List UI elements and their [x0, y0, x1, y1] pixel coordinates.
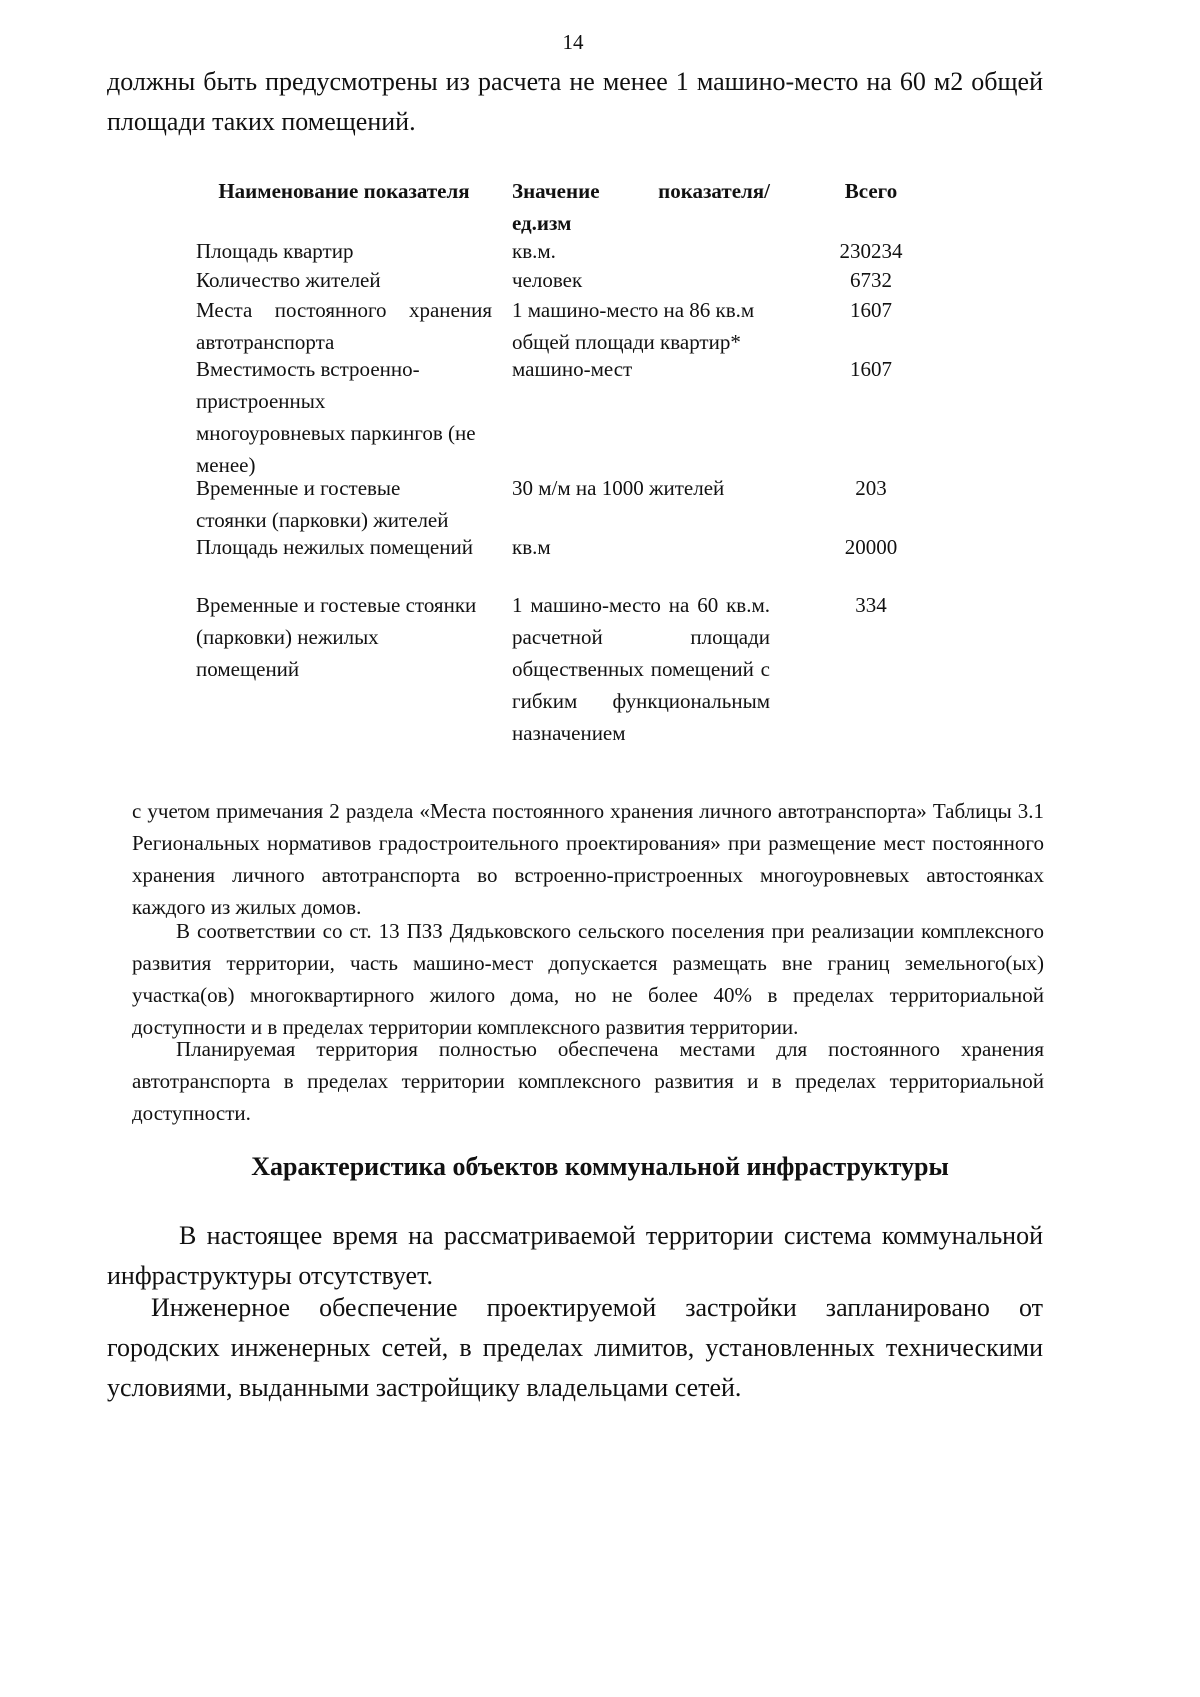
table-row-unit: человек [512, 268, 583, 292]
table-row-unit: 1 машино-место на 86 кв.м общей площади квартир* [512, 298, 755, 354]
table-row-name: Площадь нежилых помещений [196, 535, 473, 559]
planned-territory-paragraph: Планируемая территория полностью обеспечена местами для постоянного хранения автотранспорта в пределах территории комплексного развития и в пределах территориальной доступности. [132, 1037, 1044, 1125]
table-header-unit-line2: ед.изм [512, 211, 572, 235]
table-row-unit: кв.м [512, 535, 551, 559]
table-row-total: 6732 [850, 268, 892, 292]
table-row-name: Вместимость встроенно-пристроенных многоуровневых паркингов (не менее) [196, 357, 476, 477]
pzz-paragraph: В соответствии со ст. 13 ПЗЗ Дядьковского сельского поселения при реализации комплексного развития территории, часть машино-мест допускается размещать вне границ земельного(ых) участка(ов) многоквартирного жилого дома, но не более 40% в пределах территориальной доступности и в пределах территории комплексного развития территории. [132, 919, 1044, 1039]
page-number: 14 [562, 30, 584, 54]
table-row-total: 20000 [844, 535, 898, 559]
section-heading: Характеристика объектов коммунальной инфраструктуры [251, 1152, 949, 1181]
table-row-total: 203 [855, 476, 887, 500]
infrastructure-paragraph: В настоящее время на рассматриваемой территории система коммунальной инфраструктуры отсутствует. [107, 1221, 1043, 1290]
table-row-name: Количество жителей [196, 268, 381, 292]
table-row-unit: 1 машино-место на 60 кв.м. расчетной площади общественных помещений с гибким функциональным назначением [512, 593, 770, 745]
table-row-unit: машино-мест [512, 357, 633, 381]
table-row-unit: кв.м. [512, 239, 556, 263]
note-paragraph: с учетом примечания 2 раздела «Места постоянного хранения личного автотранспорта» Таблицы 3.1 Региональных нормативов градостроительного проектирования» при размещение мест постоянного хранения личного автотранспорта во встроенно-пристроенных многоуровневых автостоянках каждого из жилых домов. [132, 799, 1044, 919]
table-header-name: Наименование показателя [218, 179, 470, 203]
table-row-unit: 30 м/м на 1000 жителей [512, 476, 725, 500]
table-row-name: Временные и гостевые стоянки (парковки) жителей [196, 476, 449, 532]
table-header-unit-line1: Значение показателя/ [512, 179, 770, 203]
table-header-unit [512, 175, 770, 207]
table-row-name: Места постоянного хранения автотранспорта [196, 298, 492, 354]
table-row-total: 230234 [839, 239, 903, 263]
table-header-total: Всего [844, 179, 898, 203]
intro-paragraph: должны быть предусмотрены из расчета не менее 1 машино-место на 60 м2 общей площади таких помещений. [107, 67, 1043, 136]
table-row-total: 334 [855, 593, 887, 617]
table-row-total: 1607 [850, 298, 892, 322]
table-row-name: Временные и гостевые стоянки (парковки) нежилых помещений [196, 593, 477, 681]
engineering-paragraph: Инженерное обеспечение проектируемой застройки запланировано от городских инженерных сетей, в пределах лимитов, установленных техническими условиями, выданными застройщику владельцами сетей. [107, 1293, 1043, 1402]
table-row-total: 1607 [850, 357, 892, 381]
table-row-name: Площадь квартир [196, 239, 354, 263]
